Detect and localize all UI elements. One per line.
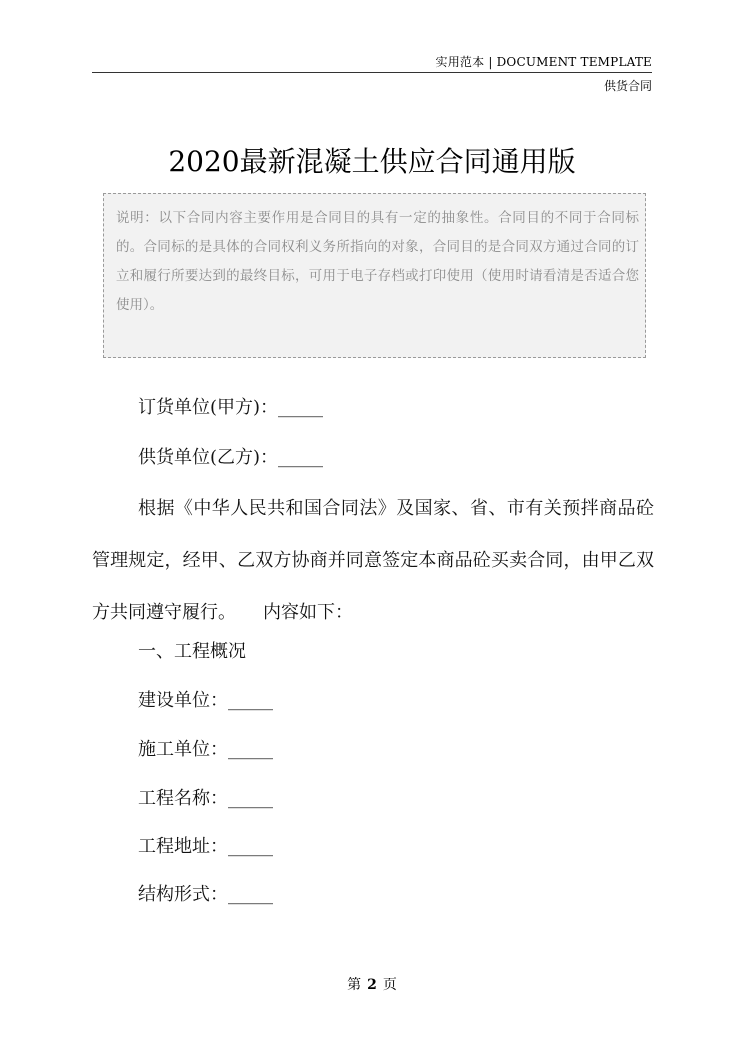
page-number: 2	[367, 977, 377, 993]
intro-paragraph: 根据《中华人民共和国合同法》及国家、省、市有关预拌商品砼管理规定，经甲、乙双方协商并同意签定本商品砼买卖合同，由甲乙双方共同遵守履行。 内容如下：	[92, 498, 654, 623]
construction-unit-line: 建设单位：_____	[138, 690, 273, 711]
header-document-type: 供货合同	[603, 79, 652, 93]
party-b-line: 供货单位(乙方)：_____	[138, 447, 324, 468]
document-title: 2020最新混凝土供应合同通用版	[168, 145, 576, 178]
structure-type-line: 结构形式：_____	[138, 884, 273, 905]
party-a-line: 订货单位(甲方)：_____	[138, 397, 324, 418]
project-address-line: 工程地址：_____	[138, 836, 273, 857]
project-name-line: 工程名称：_____	[138, 788, 273, 809]
builder-unit-line: 施工单位：_____	[138, 739, 273, 760]
header-template-tag: 实用范本 | DOCUMENT TEMPLATE	[435, 55, 652, 69]
usage-note-box: 说明：以下合同内容主要作用是合同目的具有一定的抽象性。合同目的不同于合同标的。合同标的是具体的合同权利义务所指向的对象，合同目的是合同双方通过合同的订立和履行所要达到的最终目标，可用于电子存档或打印使用（使用时请看清是否适合您使用）。	[103, 193, 646, 358]
page-label-suffix: 页	[382, 977, 397, 993]
header-divider	[92, 72, 652, 73]
section-heading-project-overview: 一、工程概况	[138, 641, 246, 662]
page-footer	[0, 974, 744, 994]
page-label-prefix: 第	[347, 977, 362, 993]
